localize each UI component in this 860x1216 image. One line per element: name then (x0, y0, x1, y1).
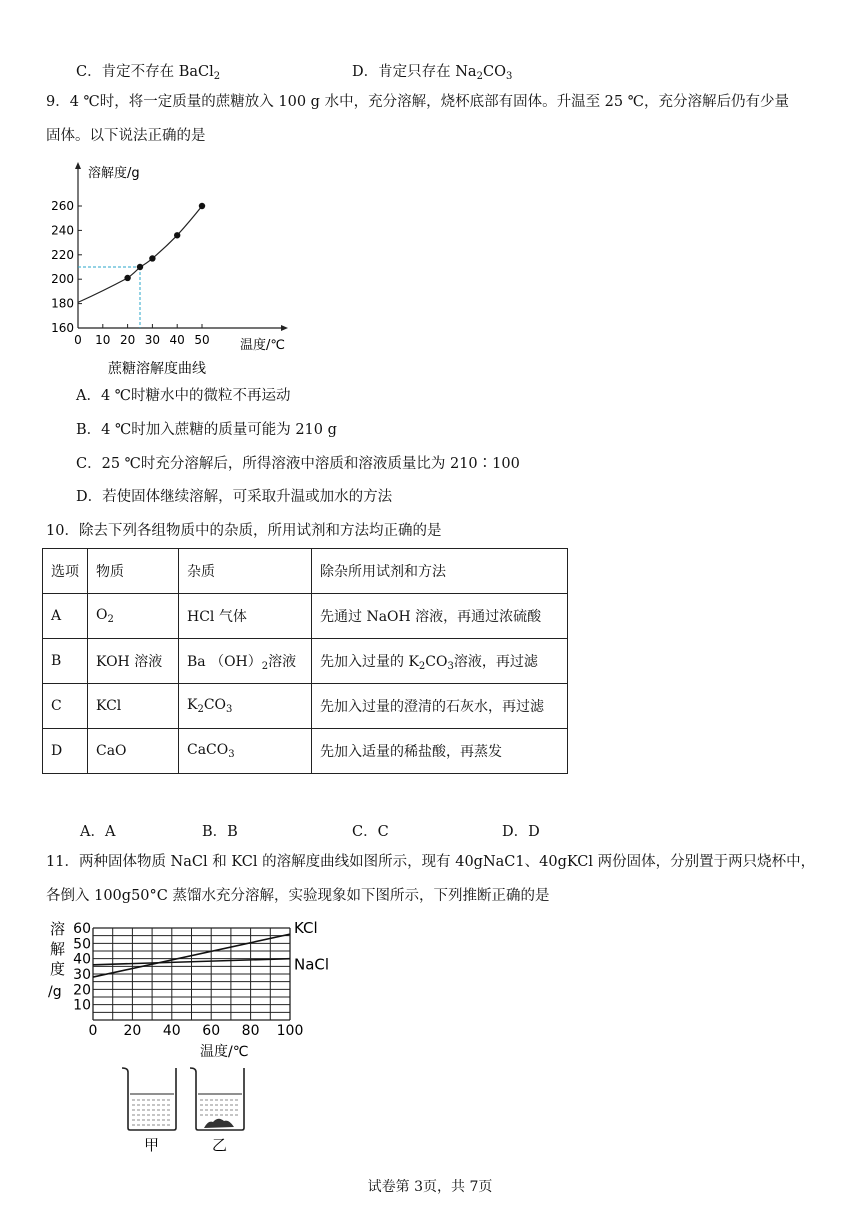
table-cell: C (43, 684, 88, 729)
table-header-row (43, 549, 568, 594)
y-tick-label: 20 (73, 982, 91, 999)
x-tick-label: 0 (74, 333, 82, 347)
table-row (43, 684, 568, 729)
table-cell: B (43, 639, 88, 684)
y-tick-label: 220 (51, 247, 74, 262)
table-cell: CaO (88, 729, 179, 774)
beaker-label-jia: 甲 (144, 1136, 160, 1154)
data-point (149, 255, 155, 261)
q10-option-c: C．C (352, 824, 389, 840)
undissolved-solid-icon (204, 1119, 234, 1128)
x-tick-label: 40 (169, 333, 185, 347)
chart1-ylabel: 溶解度/g (88, 166, 140, 181)
x-tick-label: 30 (144, 333, 161, 347)
q8-option-c: C．肯定不存在 BaCl$_2$ (76, 64, 221, 82)
q9-option-a: A．4 ℃时糖水中的微粒不再运动 (76, 388, 291, 404)
table-cell: 先加入过量的 $K_2CO_3$溶液，再过滤 (312, 639, 568, 684)
svg-text:解: 解 (50, 940, 66, 958)
sucrose-solubility-chart (46, 154, 306, 380)
data-point (174, 232, 180, 238)
x-tick-label: 50 (194, 333, 210, 347)
table-header: 物质 (88, 549, 179, 594)
data-point (199, 203, 205, 209)
q10-option-d: D．D (502, 824, 540, 840)
y-tick-label: 10 (73, 997, 91, 1014)
y-tick-label: 50 (73, 936, 91, 953)
q11-stem-line2: 各倒入 100g50°C 蒸馏水充分溶解，实验现象如下图所示，下列推断正确的是 (46, 888, 550, 904)
x-tick-label: 0 (88, 1023, 98, 1039)
data-point (137, 264, 143, 270)
table-cell: D (43, 729, 88, 774)
table-cell: KCl (88, 684, 179, 729)
x-tick-label: 20 (119, 333, 136, 347)
table-row (43, 729, 568, 774)
y-tick-label: 30 (73, 967, 91, 983)
beaker-yi (190, 1068, 244, 1130)
series-label-kcl: KCl (294, 919, 318, 938)
table-cell: 先通过 NaOH 溶液，再通过浓硫酸 (312, 594, 568, 639)
table-cell: 先加入适量的稀盐酸，再蒸发 (312, 729, 568, 774)
table-cell: KOH 溶液 (88, 639, 179, 684)
impurity-table (42, 548, 568, 774)
beakers-illustration (118, 1064, 248, 1154)
x-axis-arrow (281, 325, 288, 331)
svg-text:度: 度 (50, 960, 66, 978)
y-tick-label: 60 (73, 921, 91, 937)
q10-option-a: A．A (80, 824, 116, 840)
y-tick-label: 200 (51, 272, 74, 287)
y-tick-label: 160 (51, 321, 74, 335)
beaker-label-yi: 乙 (212, 1136, 228, 1154)
table-cell: $O_2$ (88, 594, 179, 639)
chart2-xlabel: 温度/℃ (200, 1044, 249, 1060)
q10-option-b: B．B (202, 824, 238, 840)
page-footer: 试卷第 3页，共 7页 (367, 1179, 493, 1195)
y-tick-label: 40 (73, 951, 91, 968)
table-cell: CaCO$_3$ (179, 729, 312, 774)
y-tick-label: 240 (51, 223, 74, 238)
chart2-ylabel (48, 920, 65, 1000)
q10-stem: 10．除去下列各组物质中的杂质，所用试剂和方法均正确的是 (46, 523, 442, 539)
beaker-jia (122, 1068, 176, 1130)
svg-text:/g: /g (48, 984, 62, 1000)
svg-text:溶: 溶 (50, 920, 66, 938)
q9-option-b: B．4 ℃时加入蔗糖的质量可能为 210 g (76, 422, 337, 438)
x-tick-label: 80 (241, 1023, 260, 1039)
q9-option-c: C．25 ℃时充分溶解后，所得溶液中溶质和溶液质量比为 210∶100 (76, 456, 520, 472)
y-tick-label: 260 (51, 199, 74, 213)
q9-option-d: D．若使固体继续溶解，可采取升温或加水的方法 (76, 489, 393, 505)
x-tick-label: 40 (162, 1023, 181, 1039)
table-cell: A (43, 594, 88, 639)
chart1-xlabel: 温度/℃ (240, 338, 285, 353)
q8-option-d: D．肯定只存在 $Na_2CO_3$ (352, 64, 513, 82)
table-header: 杂质 (179, 549, 312, 594)
x-tick-label: 20 (123, 1023, 142, 1039)
x-tick-label: 10 (95, 333, 111, 347)
table-header: 除杂所用试剂和方法 (312, 549, 568, 594)
nacl-kcl-solubility-chart (44, 918, 344, 1064)
table-row (43, 639, 568, 684)
q11-stem-line1: 11．两种固体物质 NaCl 和 KCl 的溶解度曲线如图所示，现有 40gNaC1、40gKCl 两份固体，分别置于两只烧杯中， (46, 854, 816, 870)
chart1-title: 蔗糖溶解度曲线 (108, 361, 206, 377)
q9-stem-line2: 固体。以下说法正确的是 (46, 128, 206, 144)
x-tick-label: 100 (276, 1023, 304, 1039)
data-point (124, 275, 130, 281)
table-cell: $K_2CO_3$ (179, 684, 312, 729)
table-header: 选项 (43, 549, 88, 594)
y-tick-label: 180 (51, 296, 74, 311)
table-row (43, 594, 568, 639)
table-cell: HCl 气体 (179, 594, 312, 639)
x-tick-label: 60 (202, 1023, 221, 1039)
q9-stem-line1: 9．4 ℃时，将一定质量的蔗糖放入 100 g 水中，充分溶解，烧杯底部有固体。升温至 25 ℃，充分溶解后仍有少量 (46, 94, 789, 110)
series-label-nacl: NaCl (294, 955, 330, 974)
table-cell: Ba $(OH)_2$溶液 (179, 639, 312, 684)
table-cell: 先加入过量的澄清的石灰水，再过滤 (312, 684, 568, 729)
